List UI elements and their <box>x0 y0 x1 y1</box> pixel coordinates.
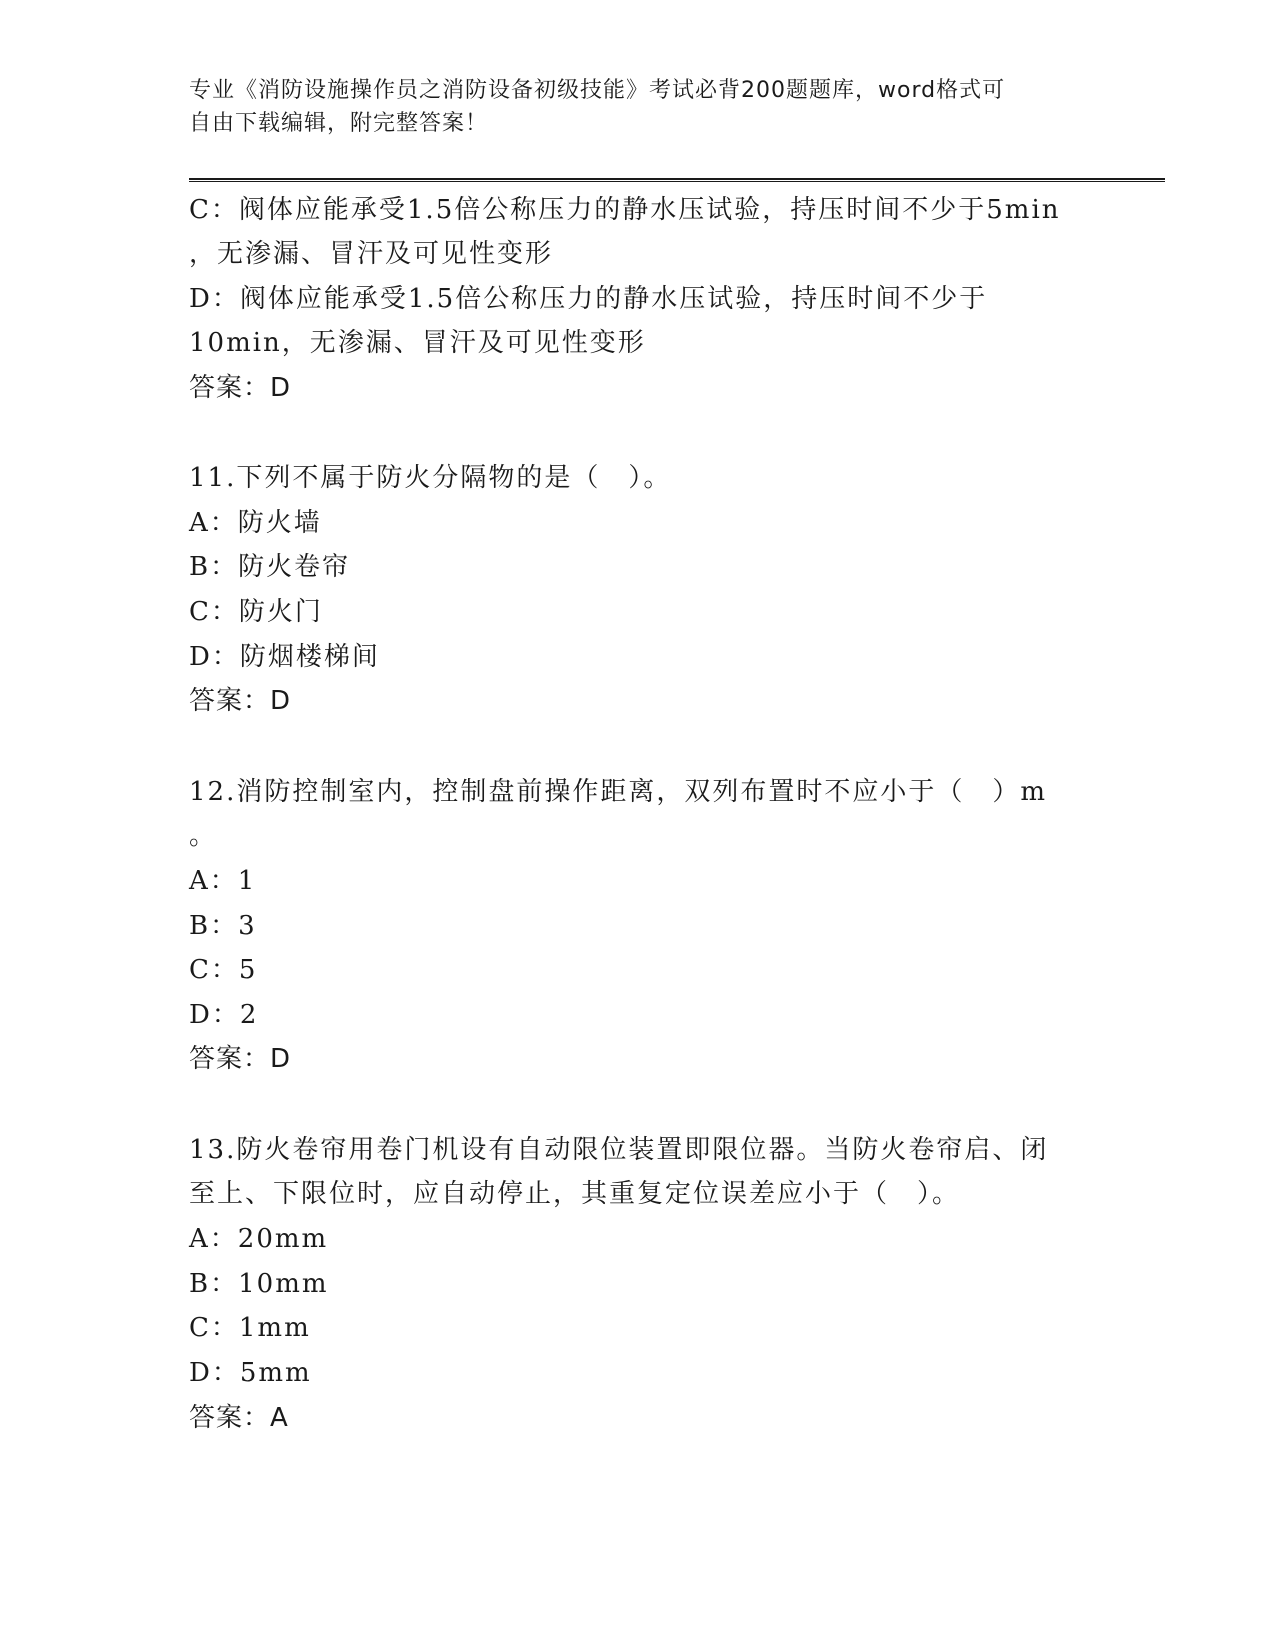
q12-option-b: B：3 <box>189 911 257 941</box>
q13-option-b: B：10mm <box>189 1269 329 1299</box>
q13-option-d: D：5mm <box>189 1358 312 1388</box>
q12-option-a: A：1 <box>189 866 257 896</box>
q11-answer: 答案：D <box>189 686 292 716</box>
q11-option-c: C：防火门 <box>189 597 323 627</box>
header-divider <box>189 178 1165 182</box>
q10-option-c-line-2: ，无渗漏、冒汗及可见性变形 <box>189 239 554 269</box>
q11-question: 11.下列不属于防火分隔物的是（ ）。 <box>189 463 672 493</box>
q13-question-line-1: 13.防火卷帘用卷门机设有自动限位装置即限位器。当防火卷帘启、闭 <box>189 1135 1049 1165</box>
q13-answer: 答案：A <box>189 1403 289 1433</box>
q10-option-c-line-1: C：阀体应能承受1.5倍公称压力的静水压试验，持压时间不少于5min <box>189 195 1061 225</box>
q10-answer: 答案：D <box>189 373 292 403</box>
q11-option-b: B：防火卷帘 <box>189 552 351 582</box>
document-header <box>189 74 1089 140</box>
q12-question-line-2: 。 <box>189 821 218 851</box>
header-line-1: 专业《消防设施操作员之消防设备初级技能》考试必背200题题库，word格式可 <box>189 78 1006 103</box>
q12-option-c: C：5 <box>189 955 258 985</box>
q12-option-d: D：2 <box>189 1000 259 1030</box>
q10-option-d-line-2: 10min，无渗漏、冒汗及可见性变形 <box>189 328 646 358</box>
q13-question-line-2: 至上、下限位时，应自动停止，其重复定位误差应小于（ ）。 <box>189 1179 961 1209</box>
q13-option-a: A：20mm <box>189 1224 329 1254</box>
q11-option-d: D：防烟楼梯间 <box>189 642 380 672</box>
q13-option-c: C：1mm <box>189 1313 311 1343</box>
q11-option-a: A：防火墙 <box>189 508 322 538</box>
q12-question-line-1: 12.消防控制室内，控制盘前操作距离，双列布置时不应小于（ ）m <box>189 777 1048 807</box>
q12-answer: 答案：D <box>189 1044 292 1074</box>
header-line-2: 自由下载编辑，附完整答案！ <box>189 111 489 136</box>
q10-option-d-line-1: D：阀体应能承受1.5倍公称压力的静水压试验，持压时间不少于 <box>189 284 988 314</box>
